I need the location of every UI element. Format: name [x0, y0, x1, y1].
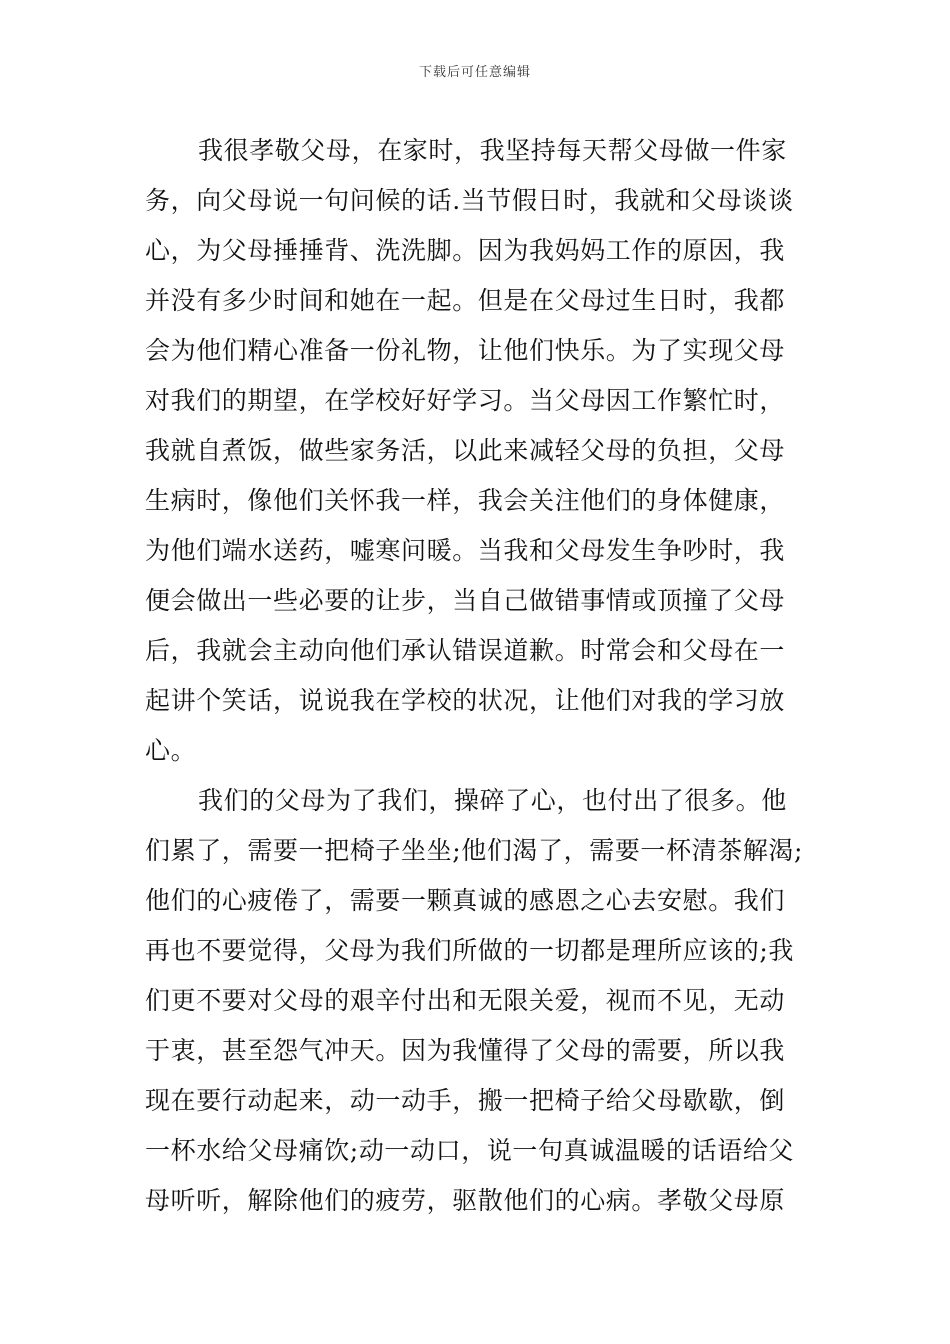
page-header: 下载后可任意编辑 [418, 65, 531, 80]
paragraph-1-line-6: 对我们的期望，在学校好好学习。当父母因工作繁忙时， [145, 386, 786, 415]
paragraph-2-line-3: 他们的心疲倦了，需要一颗真诚的感恩之心去安慰。我们 [145, 886, 786, 915]
paragraph-1-line-4: 并没有多少时间和她在一起。但是在父母过生日时，我都 [145, 286, 786, 315]
paragraph-2-line-4: 再也不要觉得，父母为我们所做的一切都是理所应该的;我 [145, 936, 795, 965]
paragraph-2-line-1: 我们的父母为了我们，操碎了心，也付出了很多。他 [198, 786, 787, 815]
paragraph-1-line-8: 生病时，像他们关怀我一样，我会关注他们的身体健康， [145, 486, 786, 515]
paragraph-2-line-6: 于衷，甚至怨气冲天。因为我懂得了父母的需要，所以我 [145, 1036, 786, 1065]
paragraph-1-line-12: 起讲个笑话，说说我在学校的状况，让他们对我的学习放 [145, 686, 786, 715]
paragraph-1-line-5: 会为他们精心准备一份礼物，让他们快乐。为了实现父母 [145, 336, 786, 365]
paragraph-1-line-1: 我很孝敬父母，在家时，我坚持每天帮父母做一件家 [198, 136, 787, 165]
paragraph-1-line-9: 为他们端水送药，嘘寒问暖。当我和父母发生争吵时，我 [145, 536, 786, 565]
paragraph-2-line-8: 一杯水给父母痛饮;动一动口，说一句真诚温暖的话语给父 [145, 1136, 795, 1165]
paragraph-1-line-3: 心，为父母捶捶背、洗洗脚。因为我妈妈工作的原因，我 [145, 236, 786, 265]
paragraph-1-line-2: 务，向父母说一句问候的话.当节假日时，我就和父母谈谈 [145, 186, 794, 215]
paragraph-2-line-2: 们累了，需要一把椅子坐坐;他们渴了，需要一杯清茶解渴; [145, 836, 804, 865]
paragraph-1-line-7: 我就自煮饭，做些家务活，以此来减轻父母的负担，父母 [145, 436, 786, 465]
paragraph-1-line-10: 便会做出一些必要的让步，当自己做错事情或顶撞了父母 [145, 586, 786, 615]
paragraph-2-line-9: 母听听，解除他们的疲劳，驱散他们的心病。孝敬父母原 [145, 1186, 786, 1215]
paragraph-2-line-5: 们更不要对父母的艰辛付出和无限关爱，视而不见，无动 [145, 986, 786, 1015]
paragraph-1-line-11: 后，我就会主动向他们承认错误道歉。时常会和父母在一 [145, 636, 786, 665]
paragraph-1-line-13: 心。 [145, 736, 197, 765]
paragraph-2-line-7: 现在要行动起来，动一动手，搬一把椅子给父母歇歇，倒 [145, 1086, 786, 1115]
